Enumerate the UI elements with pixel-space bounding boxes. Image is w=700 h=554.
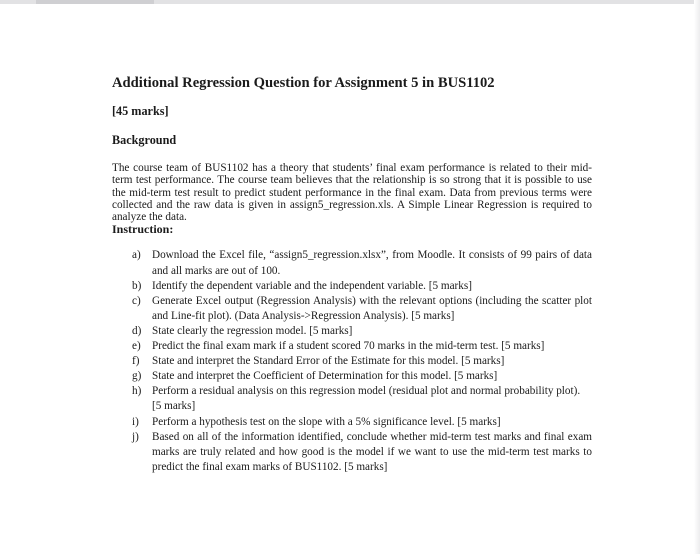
page-edge-shadow xyxy=(694,0,700,554)
item-text: Perform a hypothesis test on the slope with a 5% significance level. [5 marks] xyxy=(152,415,501,428)
item-letter: i) xyxy=(132,415,139,428)
item-letter: b) xyxy=(132,279,142,292)
list-item xyxy=(130,339,592,354)
list-item xyxy=(130,430,592,475)
total-marks: [45 marks] xyxy=(112,104,169,118)
item-text: State and interpret the Coefficient of Determination for this model. [5 marks] xyxy=(152,370,498,383)
background-heading: Background xyxy=(112,133,177,147)
item-text: Generate Excel output (Regression Analysis) with the relevant options (including the scatter plot and Line-fit plot). (Data Analysis->Regression Analysis). [5 marks] xyxy=(152,294,592,322)
list-item xyxy=(130,384,592,414)
item-text: Predict the final exam mark if a student scored 70 marks in the mid-term test. [5 marks] xyxy=(152,340,545,353)
list-item xyxy=(130,294,592,324)
item-letter: d) xyxy=(132,324,142,337)
background-paragraph: The course team of BUS1102 has a theory that students’ final exam performance is related to their mid-term test performance. The course team believes that the relationship is so strong that it is possible to use the mid-term test result to predict student performance in the final exam. Data from previous terms were collected and the raw data is given in assign5_regression.xls. A Simple Linear Regression is required to analyze the data. xyxy=(112,162,592,224)
list-item xyxy=(130,324,592,339)
list-item xyxy=(130,415,592,430)
item-text: Perform a residual analysis on this regression model (residual plot and normal probability plot). [5 marks] xyxy=(152,385,581,413)
item-text: State clearly the regression model. [5 marks] xyxy=(152,324,353,337)
list-item xyxy=(130,354,592,369)
item-letter: h) xyxy=(132,385,142,398)
item-letter: e) xyxy=(132,340,141,353)
document-title: Additional Regression Question for Assignment 5 in BUS1102 xyxy=(112,75,495,91)
item-letter: c) xyxy=(132,294,141,307)
item-text: Based on all of the information identified, conclude whether mid-term test marks and final exam marks are truly related and how good is the model if we want to use the mid-term test marks to predict the final exam marks of BUS1102. [5 marks] xyxy=(152,430,592,473)
item-letter: j) xyxy=(132,430,139,443)
list-item xyxy=(130,369,592,384)
item-letter: g) xyxy=(132,370,142,383)
top-strip-tab xyxy=(36,0,154,4)
item-letter: f) xyxy=(132,355,140,368)
list-item xyxy=(130,279,592,294)
item-text: State and interpret the Standard Error of the Estimate for this model. [5 marks] xyxy=(152,355,505,368)
list-item xyxy=(130,248,592,278)
instruction-heading: Instruction: xyxy=(112,222,174,237)
item-letter: a) xyxy=(132,249,141,262)
item-text: Identify the dependent variable and the independent variable. [5 marks] xyxy=(152,279,472,292)
document-content xyxy=(112,74,592,475)
instruction-list xyxy=(130,248,592,474)
item-text: Download the Excel file, “assign5_regression.xlsx”, from Moodle. It consists of 99 pairs of data and all marks are out of 100. xyxy=(152,249,592,277)
top-strip xyxy=(0,0,700,4)
